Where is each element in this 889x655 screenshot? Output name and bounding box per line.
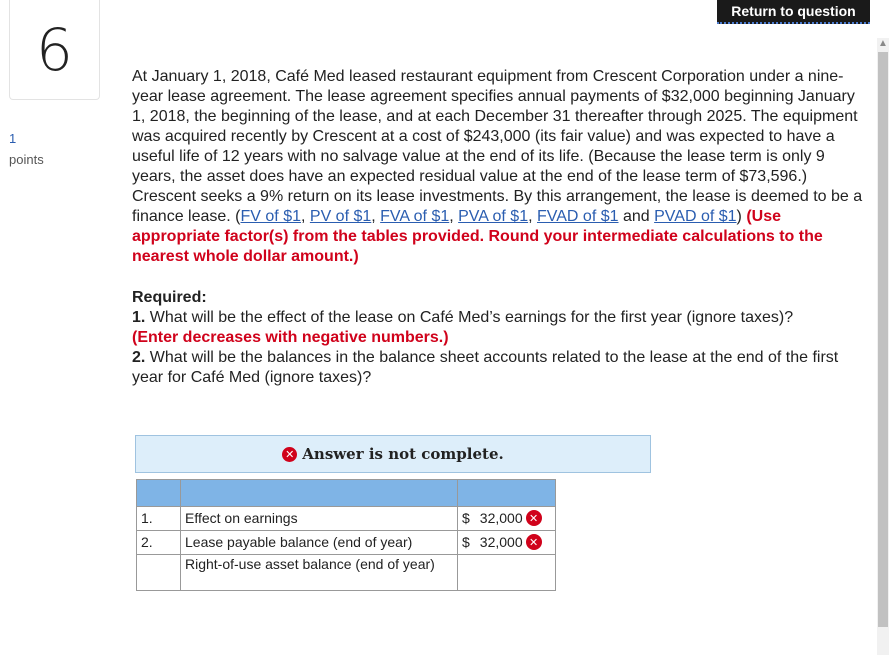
question-number-box xyxy=(9,0,100,100)
question-content xyxy=(132,67,872,388)
link-fv[interactable]: FV of $1 xyxy=(240,208,301,225)
problem-text xyxy=(132,67,872,267)
currency-symbol: $ xyxy=(462,534,470,550)
answer-cell[interactable] xyxy=(458,531,556,555)
link-pv[interactable]: PV of $1 xyxy=(309,208,372,225)
row-label: Right-of-use asset balance (end of year) xyxy=(181,555,458,591)
scroll-thumb[interactable] xyxy=(878,52,888,627)
table-row xyxy=(137,507,556,531)
requirement-1 xyxy=(132,308,872,328)
table-row xyxy=(137,555,556,591)
incorrect-x-icon: ✕ xyxy=(526,510,542,526)
link-pvad[interactable]: PVAD of $1 xyxy=(654,208,737,225)
separator: , xyxy=(301,208,310,225)
scroll-up-icon[interactable]: ▲ xyxy=(878,38,888,49)
problem-body-text: At January 1, 2018, Café Med leased restaurant equipment from Crescent Corporation under a nine-year lease agreement. The lease agreement specifies annual payments of $32,000 beginning January 1, 2018, the beginning of the lease, and at each December 31 thereafter through 2025. The equipment was acquired recently by Crescent at a cost of $243,000 (its fair value) and was expected to have a useful life of 12 years with no salvage value at the end of its life. (Because the lease term is only 9 years, the asset does have an expected residual value at the end of the lease term of $73,596.) Crescent seeks a 9% return on its lease investments. By this arrangement, the lease is deemed to be a finance lease. ( xyxy=(132,68,863,225)
req2-text: What will be the balances in the balance sheet accounts related to the lease at the end of the first year for Café Med (ignore taxes)? xyxy=(132,349,839,386)
req1-note: (Enter decreases with negative numbers.) xyxy=(132,329,449,346)
instruction-text: (Use appropriate factor(s) from the tables provided. Round your intermediate calculations to the nearest whole dollar amount.) xyxy=(132,208,823,265)
return-to-question-button[interactable]: Return to question xyxy=(717,0,870,24)
table-header-row xyxy=(137,480,556,507)
requirement-2 xyxy=(132,348,872,388)
link-pva[interactable]: PVA of $1 xyxy=(458,208,529,225)
link-fvad[interactable]: FVAD of $1 xyxy=(537,208,619,225)
row-number: 1. xyxy=(137,507,181,531)
header-cell xyxy=(181,480,458,507)
separator: , xyxy=(371,208,381,225)
separator: , xyxy=(528,208,537,225)
separator: ) xyxy=(736,208,747,225)
answer-table xyxy=(136,479,556,591)
x-circle-icon: ✕ xyxy=(282,447,297,462)
req2-number: 2. xyxy=(132,349,146,366)
table-row xyxy=(137,531,556,555)
points-label: points xyxy=(9,152,44,167)
question-number: 6 xyxy=(36,15,73,84)
row-label: Effect on earnings xyxy=(181,507,458,531)
answer-status-banner xyxy=(135,435,651,473)
answer-cell[interactable] xyxy=(458,555,556,591)
row-label: Lease payable balance (end of year) xyxy=(181,531,458,555)
row-number xyxy=(137,555,181,591)
currency-symbol: $ xyxy=(462,510,470,526)
answer-value[interactable]: 32,000 xyxy=(479,534,523,550)
points-value: 1 xyxy=(9,131,17,146)
required-heading: Required: xyxy=(132,289,207,306)
answer-status-text: Answer is not complete. xyxy=(302,445,504,463)
scrollbar[interactable] xyxy=(877,38,889,655)
answer-cell[interactable] xyxy=(458,507,556,531)
header-cell xyxy=(458,480,556,507)
req1-number: 1. xyxy=(132,309,146,326)
header-cell xyxy=(137,480,181,507)
answer-value[interactable]: 32,000 xyxy=(479,510,523,526)
row-number: 2. xyxy=(137,531,181,555)
separator: and xyxy=(618,208,655,225)
incorrect-x-icon: ✕ xyxy=(526,534,542,550)
separator: , xyxy=(449,208,459,225)
link-fva[interactable]: FVA of $1 xyxy=(380,208,450,225)
req1-text: What will be the effect of the lease on Café Med’s earnings for the first year (ignore taxes)? xyxy=(145,309,794,326)
